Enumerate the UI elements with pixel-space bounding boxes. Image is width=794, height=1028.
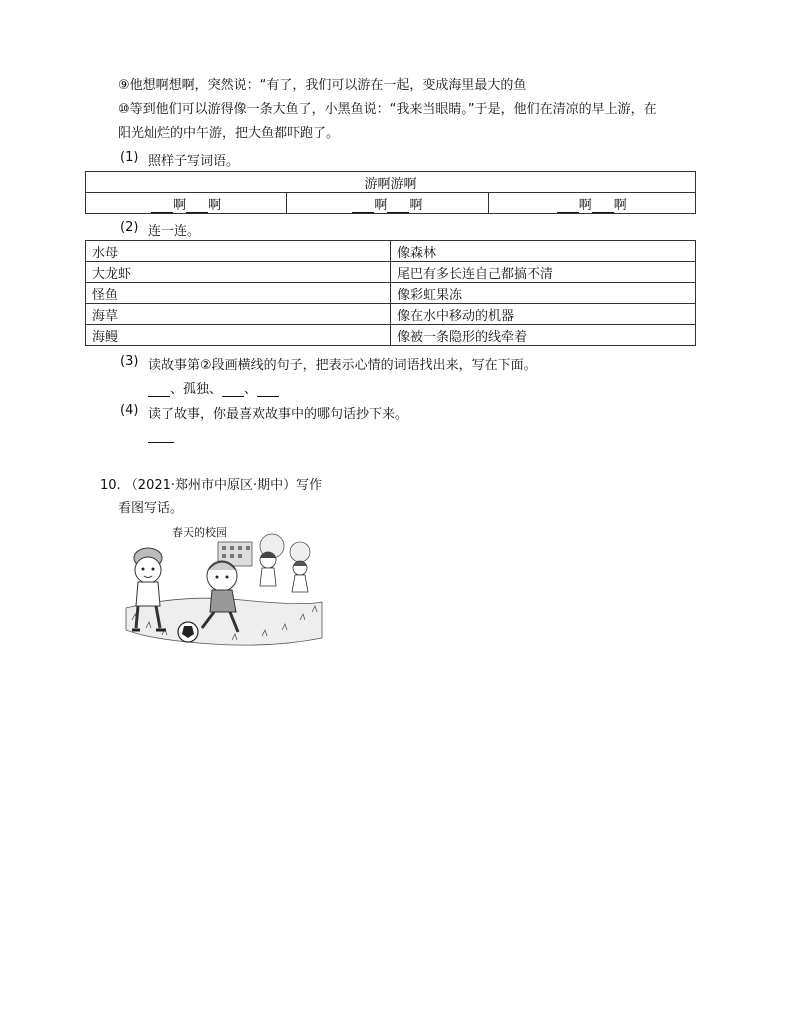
right-item[interactable]: 像森林 [391, 241, 696, 262]
story-paragraph-9: ⑨他想啊想啊，突然说：“有了，我们可以游在一起，变成海里最大的鱼 [118, 78, 527, 93]
matching-table [85, 240, 696, 346]
image-caption: 春天的校园 [172, 526, 227, 539]
blank[interactable] [148, 430, 174, 443]
story-paragraph-10-line1: ⑩等到他们可以游得像一条大鱼了，小黑鱼说：“我来当眼睛。”于是，他们在清凉的早上游，在 [118, 102, 657, 117]
right-item[interactable]: 像被一条隐形的线牵着 [391, 325, 696, 346]
question-3-text: 读故事第②段画横线的句子，把表示心情的词语找出来，写在下面。 [148, 358, 537, 373]
word-pattern-table [85, 171, 696, 214]
left-item[interactable]: 海草 [86, 304, 391, 325]
blank[interactable] [222, 384, 244, 397]
blank[interactable] [387, 200, 409, 213]
right-item[interactable]: 尾巴有多长连自己都搞不清 [391, 262, 696, 283]
pattern-word: 啊 [374, 197, 388, 213]
question-4-answer-line [148, 428, 174, 443]
question-3-answer-line [148, 378, 279, 397]
table-row [86, 325, 696, 346]
right-item[interactable]: 像彩虹果冻 [391, 283, 696, 304]
table-row [86, 241, 696, 262]
pattern-word: 啊 [173, 197, 187, 213]
blank[interactable] [557, 200, 579, 213]
pattern-word: 啊 [613, 197, 627, 213]
pattern-word: 啊 [409, 197, 423, 213]
blank[interactable] [352, 200, 374, 213]
blank[interactable] [186, 200, 208, 213]
left-item[interactable]: 水母 [86, 241, 391, 262]
question-4-number: (4) [120, 403, 139, 418]
picture-spring-campus [122, 520, 324, 652]
pattern-word: 啊 [208, 197, 222, 213]
question-1-text: 照样子写词语。 [148, 154, 240, 169]
answer-cell[interactable] [488, 193, 695, 214]
question-2-number: (2) [120, 220, 139, 235]
left-item[interactable]: 海鳗 [86, 325, 391, 346]
question-4-text: 读了故事，你最喜欢故事中的哪句话抄下来。 [148, 407, 409, 422]
left-item[interactable]: 怪鱼 [86, 283, 391, 304]
answer-cell[interactable] [86, 193, 287, 214]
blank[interactable] [257, 384, 279, 397]
story-paragraph-10-line2: 阳光灿烂的中午游，把大鱼都吓跑了。 [118, 126, 340, 141]
table-row [86, 283, 696, 304]
blank[interactable] [148, 384, 170, 397]
pattern-word: 啊 [578, 197, 592, 213]
blank[interactable] [151, 200, 173, 213]
example-word: 游啊游啊 [86, 172, 696, 193]
question-10-instruction: 看图写话。 [118, 501, 184, 516]
question-3-number: (3) [120, 354, 139, 369]
question-10-header: 10. （2021·郑州市中原区·期中）写作 [100, 478, 323, 493]
answer-cell[interactable] [287, 193, 488, 214]
separator: 、 [244, 382, 258, 397]
right-item[interactable]: 像在水中移动的机器 [391, 304, 696, 325]
question-1-number: (1) [120, 150, 139, 165]
left-item[interactable]: 大龙虾 [86, 262, 391, 283]
table-row [86, 304, 696, 325]
given-word: 、孤独、 [170, 382, 223, 397]
table-row [86, 262, 696, 283]
blank[interactable] [592, 200, 614, 213]
question-2-text: 连一连。 [148, 224, 201, 239]
